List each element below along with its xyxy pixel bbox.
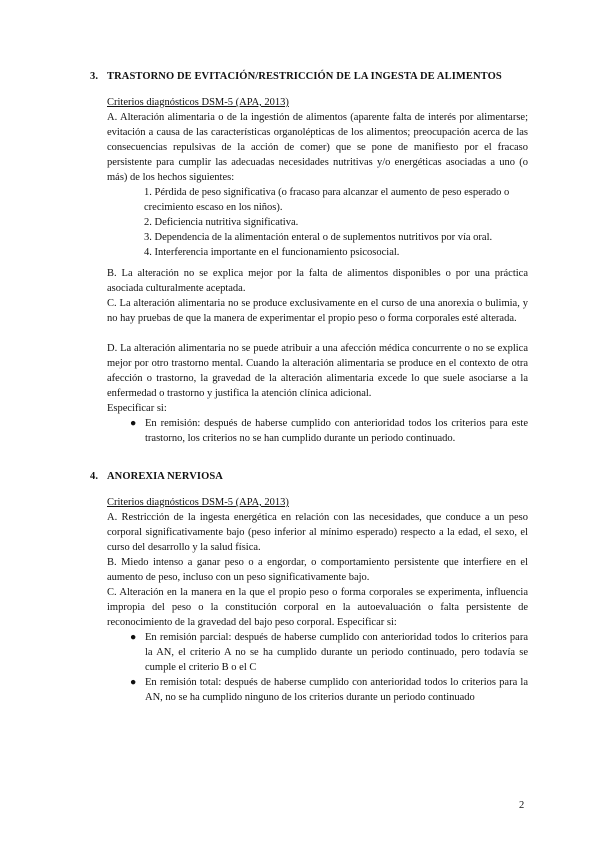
- bullet-text: En remisión total: después de haberse cumplido con anterioridad todos lo criterios para la AN, no se ha cumplido ninguno de los criterios durante un periodo continuado: [145, 677, 528, 704]
- section-3-specify: Especificar si:: [107, 403, 167, 414]
- list-item: 2. Deficiencia nutritiva significativa.: [144, 217, 299, 229]
- section-3-subtitle: Criterios diagnósticos DSM-5 (APA, 2013): [107, 97, 289, 108]
- list-item: 1. Pérdida de peso significativa (o fracaso para alcanzar el aumento de peso esperado o crecimiento escaso en los niños).: [144, 187, 510, 214]
- list-item: 3. Dependencia de la alimentación enteral o de suplementos nutritivos por vía oral.: [144, 232, 493, 244]
- section-3-criterion-a: A. Alteración alimentaria o de la ingestión de alimentos (aparente falta de interés por alimentarse; evitación a causa de las características organolépticas de los alimentos; preocupación acerca de las consecuencias repulsivas de la acción de comer) que se pone de manifiesto por el fracaso persistente para cumplir las adecuadas necesidades nutritivas y/o energéticas asociadas a uno (o más) de los hechos siguientes:: [107, 112, 528, 184]
- section-4-title: ANOREXIA NERVIOSA: [107, 471, 223, 482]
- section-4-criterion-c: C. Alteración en la manera en la que el propio peso o forma corporales se experimenta, influencia impropia del peso o la constitución corporal en la autoevaluación o falta persistente de reconocimiento de la gravedad del bajo peso corporal. Especificar si:: [107, 587, 528, 629]
- bullet-icon: ●: [130, 677, 137, 688]
- section-3-criteria-list: [144, 185, 528, 260]
- section-3-title: TRASTORNO DE EVITACIÓN/RESTRICCIÓN DE LA INGESTA DE ALIMENTOS: [107, 71, 502, 82]
- section-4-number: 4.: [90, 471, 99, 482]
- section-4-criterion-b: B. Miedo intenso a ganar peso o a engordar, o comportamiento persistente que interfiere en el aumento de peso, incluso con un peso significativamente bajo.: [107, 557, 528, 584]
- section-3-heading: [90, 71, 502, 82]
- section-3-number: 3.: [90, 71, 99, 82]
- list-item: 4. Interferencia importante en el funcionamiento psicosocial.: [144, 247, 400, 259]
- bullet-icon: ●: [130, 632, 137, 643]
- section-3-criterion-b: B. La alteración no se explica mejor por la falta de alimentos disponibles o por una práctica asociada culturalmente aceptada.: [107, 268, 528, 295]
- section-4-subtitle: Criterios diagnósticos DSM-5 (APA, 2013): [107, 497, 289, 508]
- section-4-criterion-a: A. Restricción de la ingesta energética en relación con las necesidades, que conduce a un peso corporal significativamente bajo (peso inferior al mínimo esperado) respecto a la edad, el sexo, el curso del desarrollo y la salud física.: [107, 512, 528, 554]
- bullet-text: En remisión parcial: después de haberse cumplido con anterioridad todos lo criterios para la AN, el criterio A no se ha cumplido durante un periodo continuado, pero todavía se cumple el criterio B o el C: [145, 632, 528, 674]
- section-3-criterion-c: C. La alteración alimentaria no se produce exclusivamente en el curso de una anorexia o bulimia, y no hay pruebas de que la manera de experimentar el propio peso o forma corporales esté alterada.: [107, 298, 528, 325]
- section-4-heading: [90, 471, 223, 482]
- section-3-criterion-d: D. La alteración alimentaria no se puede atribuir a una afección médica concurrente o no se explica mejor por otro trastorno mental. Cuando la alteración alimentaria se produce en el contexto de otra afección o trastorno, la gravedad de la alteración alimentaria excede lo que suele asociarse a la enfermedad o trastorno y justifica la atención clínica adicional.: [107, 343, 528, 400]
- page-number: 2: [519, 800, 525, 811]
- bullet-icon: ●: [130, 418, 137, 429]
- bullet-text: En remisión: después de haberse cumplido con anterioridad todos los criterios para este trastorno, los criterios no se han cumplido durante un periodo continuado.: [145, 418, 528, 445]
